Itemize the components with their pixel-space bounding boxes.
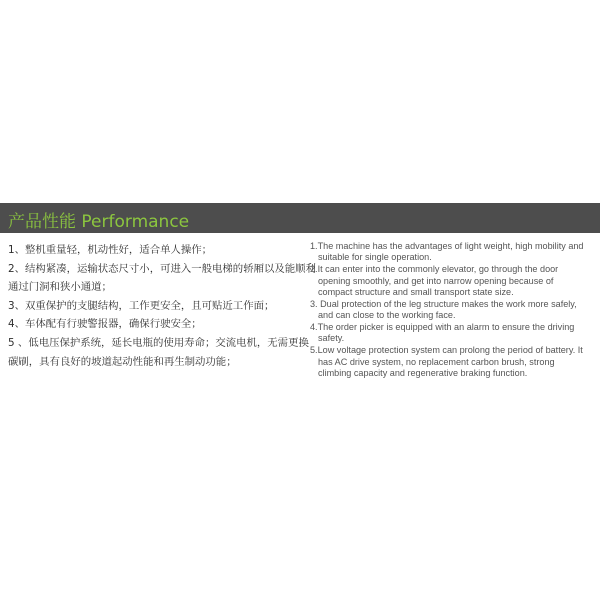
feature-zh-2-line-2: 通过门洞和狭小通道；	[8, 281, 112, 294]
feature-en-5-line-2: has AC drive system, no replacement carbon brush, strong	[318, 356, 555, 367]
feature-zh-3-line-1: 3、双重保护的支腿结构，工作更安全，且可贴近工作面；	[8, 299, 275, 312]
feature-zh-1	[8, 241, 298, 260]
feature-zh-5	[8, 334, 309, 371]
feature-en-2-line-2: opening smoothly, and get into narrow opening because of	[318, 275, 554, 286]
feature-en-5-line-1: 5.Low voltage protection system can prolong the period of battery. It	[310, 345, 583, 356]
features-list-english	[310, 241, 594, 380]
feature-zh-1-line-1: 1、整机重量轻，机动性好，适合单人操作；	[8, 244, 213, 256]
feature-en-2-line-3: compact structure and small transport state size.	[318, 286, 514, 297]
feature-en-4-line-2: safety.	[318, 333, 345, 344]
feature-en-4	[310, 322, 594, 344]
feature-zh-2	[8, 260, 316, 297]
feature-zh-3	[8, 297, 298, 316]
feature-en-4-line-1: 4.The order picker is equipped with an alarm to ensure the driving	[310, 322, 575, 333]
feature-zh-2-line-1: 2、结构紧凑，运输状态尺寸小，可进入一般电梯的轿厢以及能顺利	[8, 262, 316, 275]
feature-zh-5-line-2: 碳刷，具有良好的坡道起动性能和再生制动功能；	[8, 355, 237, 368]
feature-en-1-line-1: 1.The machine has the advantages of light weight, high mobility and	[310, 241, 584, 251]
section-header-bar	[0, 203, 600, 233]
section-title: 产品性能 Performance	[8, 212, 190, 232]
feature-en-1-line-2: suitable for single operation.	[318, 252, 432, 263]
feature-zh-5-line-1: 5 、低电压保护系统，延长电瓶的使用寿命；交流电机，无需更换	[8, 336, 309, 349]
feature-en-3-line-2: and can close to the working face.	[318, 310, 456, 320]
feature-en-5	[310, 345, 594, 379]
feature-en-2-line-1: 2.It can enter into the commonly elevator, go through the door	[310, 264, 559, 275]
feature-zh-4	[8, 315, 298, 334]
feature-en-3-line-1: 3. Dual protection of the leg structure makes the work more safely,	[310, 298, 577, 309]
feature-en-5-line-3: climbing capacity and regenerative braking function.	[318, 367, 528, 378]
feature-en-1	[310, 241, 594, 263]
feature-en-3	[310, 299, 594, 321]
feature-zh-4-line-1: 4、车体配有行驶警报器，确保行驶安全；	[8, 318, 202, 331]
feature-en-2	[310, 264, 594, 298]
features-list-chinese	[8, 241, 316, 371]
